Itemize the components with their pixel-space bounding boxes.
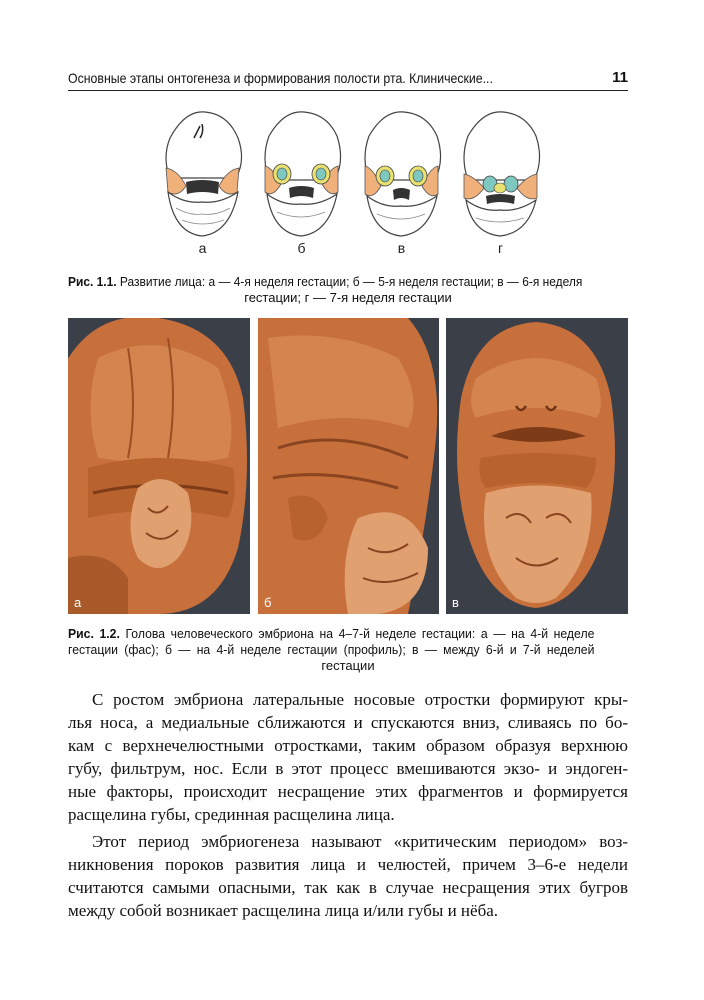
paragraph-1 [68,688,628,826]
caption-text: гестации (фас); б — на 4-й неделе гестации (профиль); в — между 6-й и 7-й неделей [68,642,595,657]
caption-text: Развитие лица: а — 4-я неделя гестации; б — 5-я неделя гестации; в — 6-я неделя [119,274,583,289]
text-line: ные факторы, происходит несращение этих фрагментов и формируется [68,782,628,801]
caption-text: Голова человеческого эмбриона на 4–7-й неделе гестации: а — на 4-й неделе [125,626,595,641]
page-number: 11 [612,69,628,86]
text-line: никновения пороков развития лица и челюстей, причем 3–6-е недели [68,855,628,874]
embryo-photo-b [258,318,439,614]
header-title: Основные этапы онтогенеза и формирования полости рта. Клинические... [68,70,493,86]
face-label-g: г [497,240,504,256]
caption-text: гестации; г — 7-я неделя гестации [244,290,452,305]
embryo-photo-v [446,318,628,614]
text-line: расщелина губы, срединная расщелина лица. [68,805,395,824]
embryo-photo-a [68,318,250,614]
text-line: губу, фильтрум, нос. Если в этот процесс вмешиваются экзо- и эндоген- [68,759,628,778]
face-label-v: в [397,240,406,256]
caption-label: Рис. 1.1. [68,274,117,289]
text-line: С ростом эмбриона латеральные носовые отростки формируют кры- [92,690,628,709]
text-line: Этот период эмбриогенеза называют «критическим периодом» воз- [92,832,628,851]
text-line: между собой возникает расщелина лица и/или губы и нёба. [68,901,499,920]
caption-label: Рис. 1.2. [68,626,120,641]
face-label-a: а [198,240,207,256]
paragraph-2 [68,830,628,922]
body-text [68,688,628,922]
running-header [68,68,628,91]
figure-1-1-caption [68,274,628,306]
caption-text: гестации [321,658,375,673]
face-drawing-g [458,108,543,238]
photo-label-b: б [264,595,272,610]
figure-1-2-caption [68,626,628,674]
face-label-b: б [297,240,306,256]
photo-label-a: а [74,595,82,610]
face-drawing-v [359,108,444,238]
text-line: кам с верхнечелюстными отростками, таким образом образуя верхнюю [68,736,628,755]
photo-label-v: в [452,595,459,610]
text-line: лья носа, а медиальные сближаются и спускаются вниз, сливаясь по бо- [68,713,628,732]
face-drawing-b [259,108,344,238]
face-drawing-a [160,108,245,238]
text-line: считаются самыми опасными, так как в случае несращения этих бугров [68,878,628,897]
figure-1-1 [160,108,543,258]
